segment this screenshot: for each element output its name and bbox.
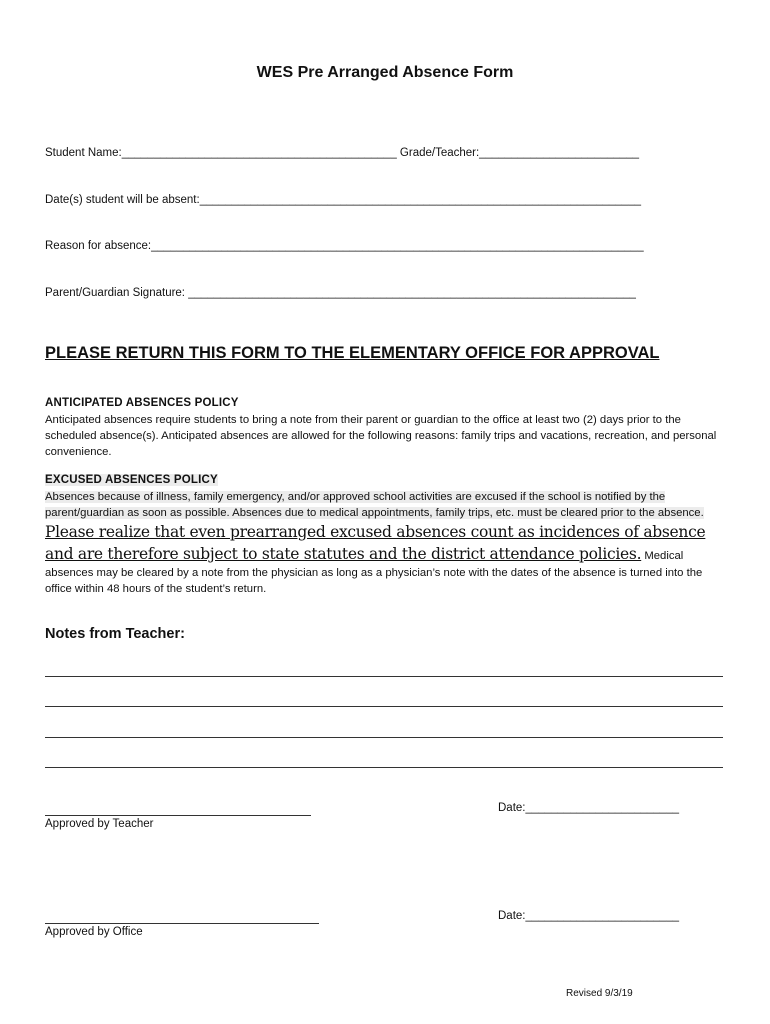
notes-heading: Notes from Teacher: bbox=[45, 626, 185, 642]
teacher-date-field[interactable]: Date:________________________ bbox=[498, 802, 679, 814]
approved-by-teacher-label: Approved by Teacher bbox=[45, 818, 154, 830]
excused-policy-heading bbox=[45, 474, 218, 486]
notes-line-3[interactable] bbox=[45, 737, 723, 738]
revision-note: Revised 9/3/19 bbox=[566, 988, 633, 999]
notes-line-1[interactable] bbox=[45, 676, 723, 677]
parent-signature-field[interactable]: Parent/Guardian Signature: ______________________________________________________________________ bbox=[45, 287, 636, 299]
dates-absent-field[interactable]: Date(s) student will be absent:_____________________________________________________________________ bbox=[45, 194, 641, 206]
teacher-signature-line[interactable] bbox=[45, 815, 311, 816]
return-notice-heading: PLEASE RETURN THIS FORM TO THE ELEMENTARY OFFICE FOR APPROVAL bbox=[45, 344, 660, 362]
excused-policy-body: Absences because of illness, family emergency, and/or approved school activities are excused if the school is notified by the parent/guardian as soon as possible. Absences due to medical appointments, family trips, etc. must be cleared prior to the absence. bbox=[45, 491, 704, 519]
anticipated-policy-heading: ANTICIPATED ABSENCES POLICY bbox=[45, 397, 239, 409]
excused-policy-text bbox=[45, 489, 725, 597]
notes-line-2[interactable] bbox=[45, 706, 723, 707]
form-title: WES Pre Arranged Absence Form bbox=[256, 64, 514, 81]
notes-line-4[interactable] bbox=[45, 767, 723, 768]
reason-field[interactable]: Reason for absence:_____________________________________________________________________________ bbox=[45, 240, 644, 252]
excused-policy-heading-text: EXCUSED ABSENCES POLICY bbox=[45, 474, 218, 486]
office-date-field[interactable]: Date:________________________ bbox=[498, 910, 679, 922]
medical-absence-text: Medical absences may be cleared by a note from the physician as long as a physician’s note with the dates of the absence is turned into the office within 48 hours of the student’s return. bbox=[45, 550, 703, 595]
anticipated-policy-text: Anticipated absences require students to bring a note from their parent or guardian to the office at least two (2) days prior to the scheduled absence(s). Anticipated absences are allowed for the following reasons: family trips and vacations, recreation, and personal convenience. bbox=[45, 414, 717, 458]
student-name-grade-field[interactable]: Student Name:___________________________________________ Grade/Teacher:_________________________ bbox=[45, 147, 640, 159]
approved-by-office-label: Approved by Office bbox=[45, 926, 143, 938]
office-signature-line[interactable] bbox=[45, 923, 319, 924]
attendance-emphasis-text: Please realize that even prearranged excused absences count as incidences of absence and are therefore subject to state statutes and the district attendance policies. bbox=[45, 523, 706, 563]
